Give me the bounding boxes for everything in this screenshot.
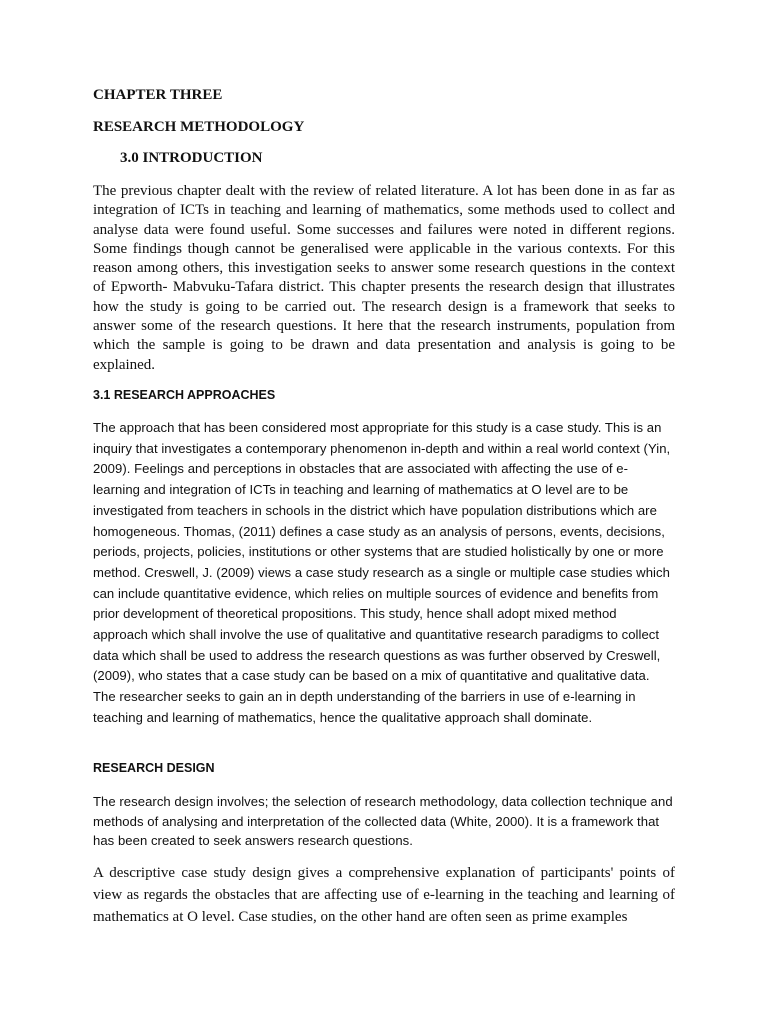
approaches-paragraph: The approach that has been considered most appropriate for this study is a case study. This is an inquiry that investigates a contemporary phenomenon in-depth and within a real world context (Yin, 2009). Feelings and perceptions in obstacles that are associated with affecting the use of e-learning and integration of ICTs in teaching and learning of mathematics at O level are to be investigated from teachers in schools in the district which have population distributions which are homogeneous. Thomas, (2011) defines a case study as an analysis of persons, events, decisions, periods, projects, policies, institutions or other systems that are studied holistically by one or more method. Creswell, J. (2009) views a case study research as a single or multiple case studies which can include quantitative evidence, which relies on multiple sources of evidence and benefits from prior development of theoretical propositions. This study, hence shall adopt mixed method approach which shall involve the use of qualitative and quantitative research paradigms to collect data which shall be used to address the research questions as was further observed by Creswell, (2009), who states that a case study can be based on a mix of quantitative and qualitative data. The researcher seeks to gain an in depth understanding of the barriers in use of e-learning in teaching and learning of mathematics, hence the qualitative approach shall dominate. [93, 420, 671, 725]
intro-paragraph: The previous chapter dealt with the review of related literature. A lot has been done in as far as integration of ICTs in teaching and learning of mathematics, some methods used to collect and analyse data were found useful. Some successes and failures were noted in different regions. Some findings though cannot be generalised were applicable in the various contexts. For this reason among others, this investigation seeks to answer some research questions in the context of Epworth- Mabvuku-Tafara district. This chapter presents the research design that illustrates how the study is going to be carried out. The research design is a framework that seeks to answer some of the research questions. It here that the research instruments, population from which the sample is going to be drawn and data presentation and analysis is going to be explained. [93, 183, 675, 373]
chapter-title: CHAPTER THREE [93, 87, 223, 103]
design-heading: RESEARCH DESIGN [93, 761, 215, 775]
descriptive-paragraph: A descriptive case study design gives a comprehensive explanation of participants' points of view as regards the obstacles that are affecting use of e-learning in the teaching and learning of mathematics at O level. Case studies, on the other hand are often seen as prime examples [93, 865, 675, 925]
section-title: RESEARCH METHODOLOGY [93, 119, 305, 135]
design-paragraph: The research design involves; the selection of research methodology, data collection technique and methods of analysing and interpretation of the collected data (White, 2000). It is a framework that has been created to seek answers research questions. [93, 794, 673, 849]
intro-heading: 3.0 INTRODUCTION [120, 150, 263, 166]
approaches-heading: 3.1 RESEARCH APPROACHES [93, 388, 276, 402]
